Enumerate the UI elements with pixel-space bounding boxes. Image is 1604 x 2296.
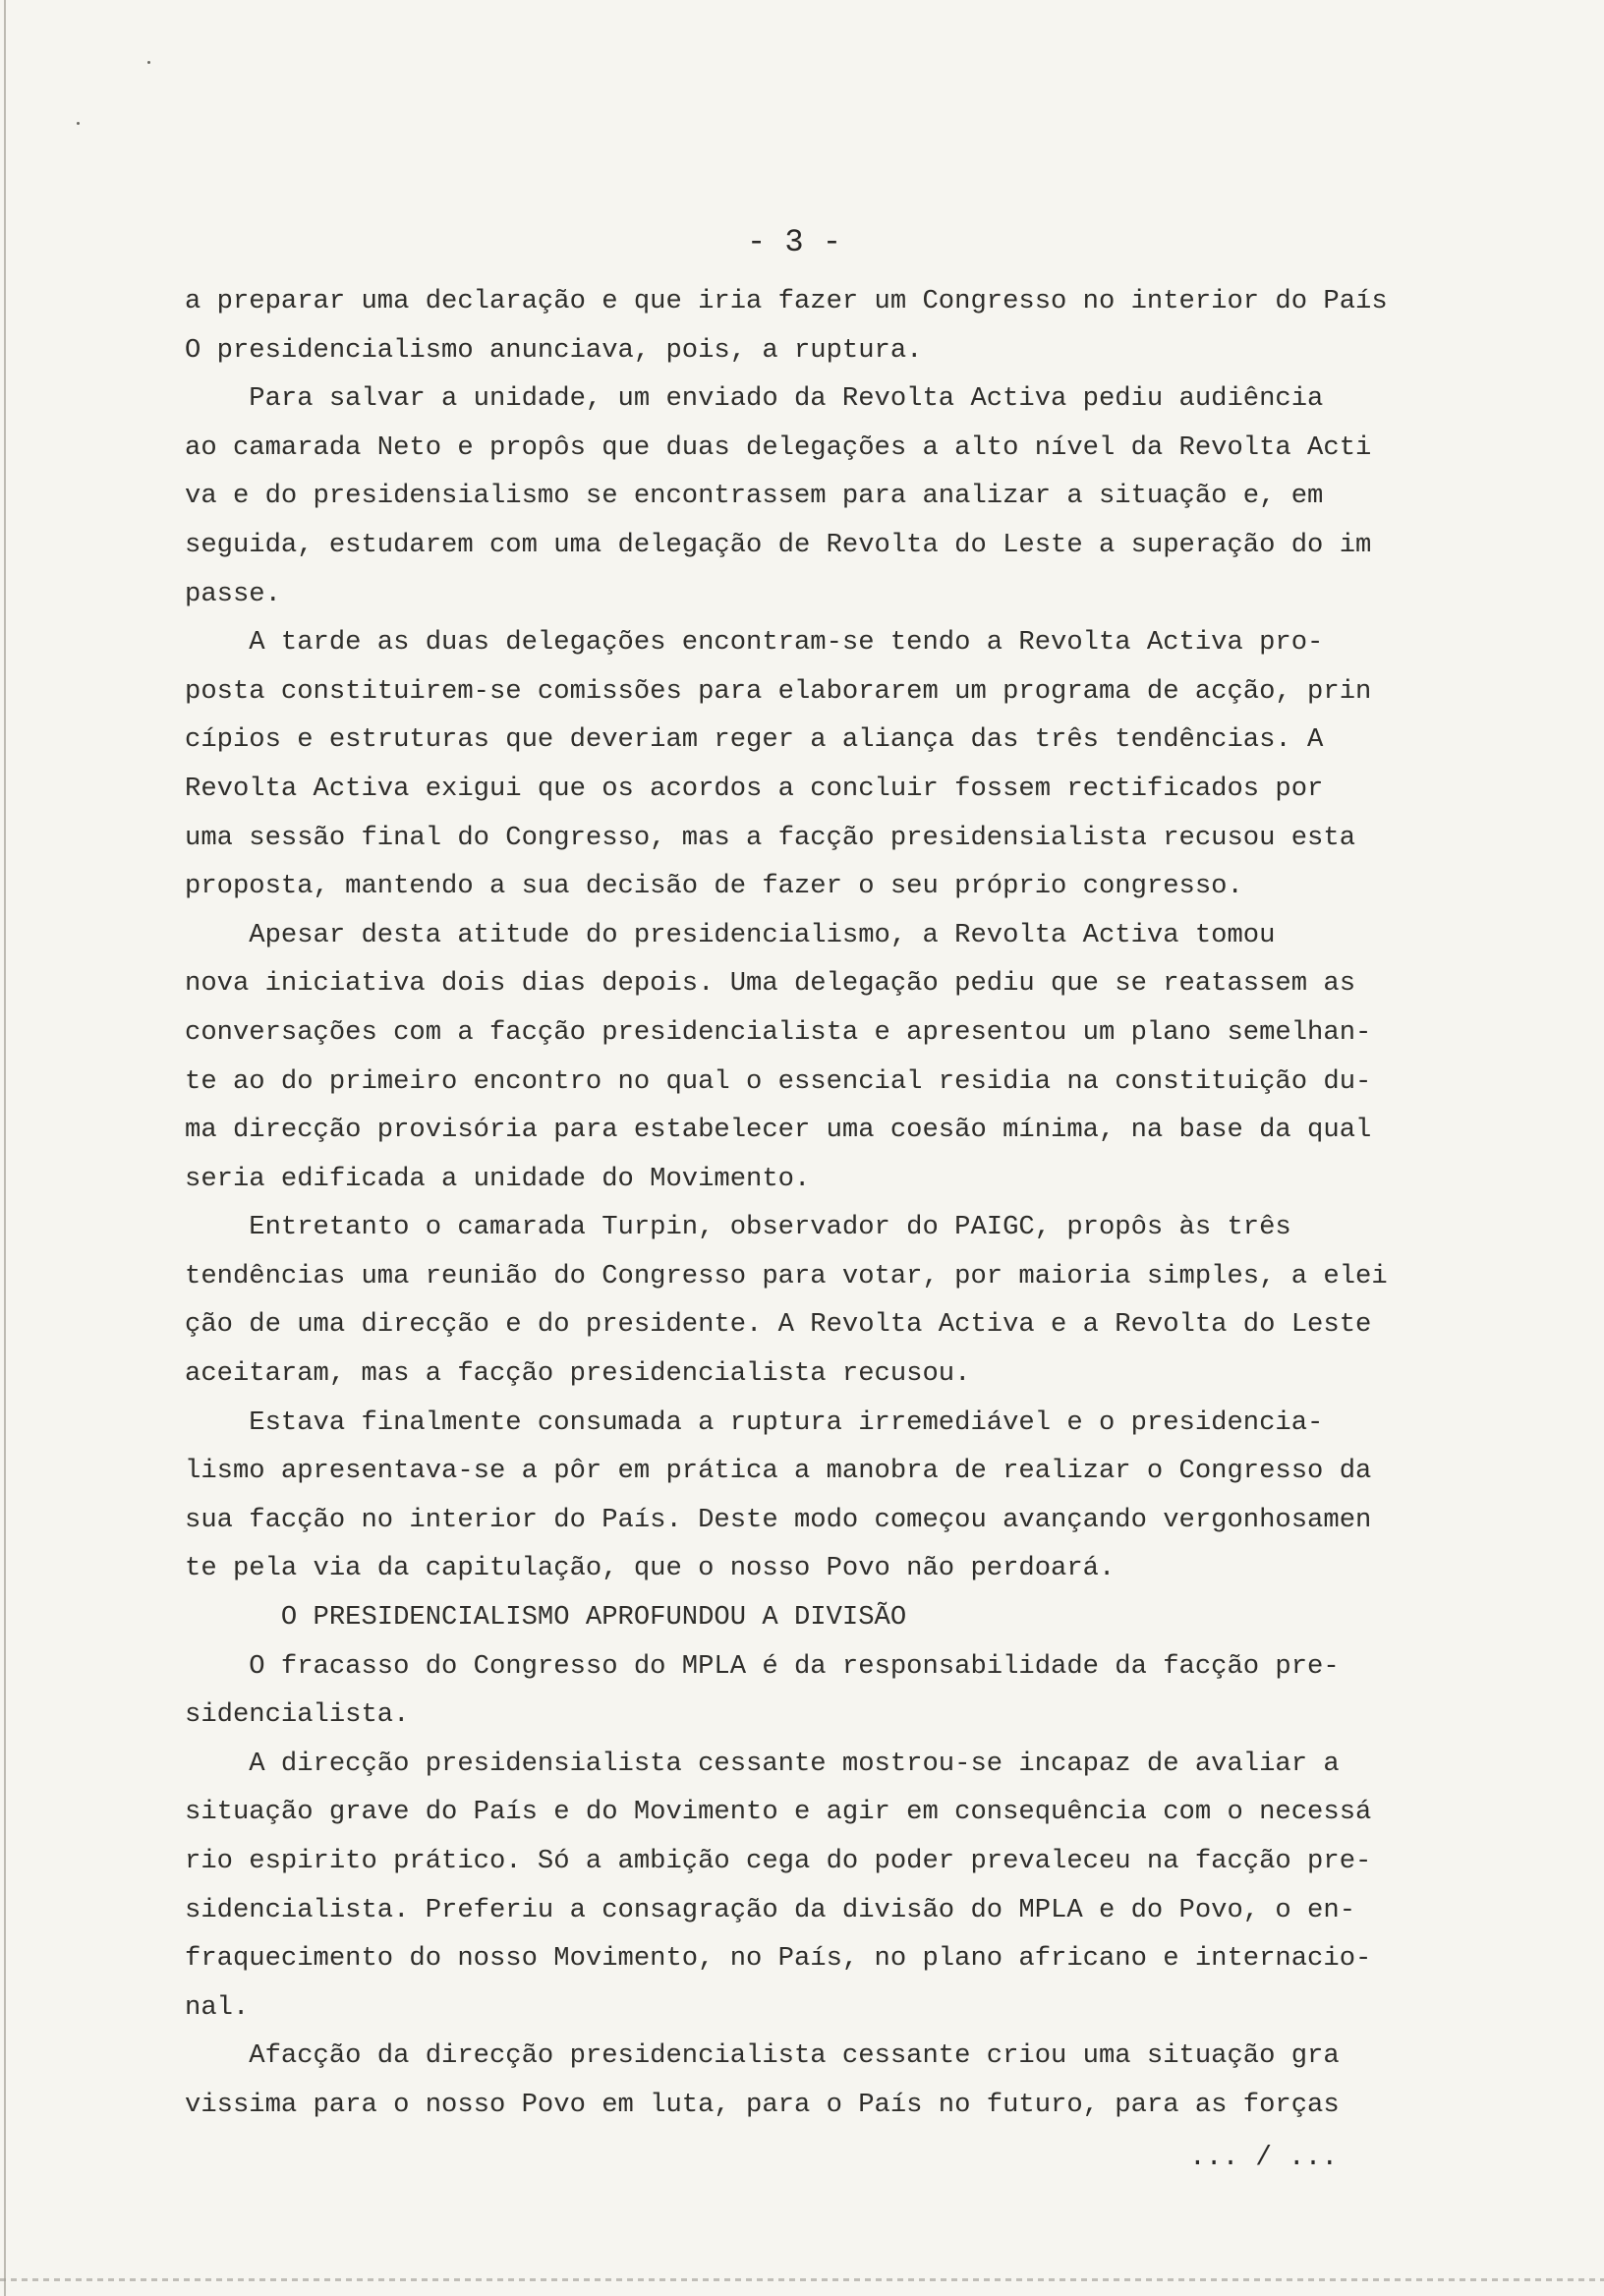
- body-text: [185, 277, 1521, 2130]
- page-number: - 3 -: [747, 224, 842, 260]
- text-line: rio espirito prático. Só a ambição cega do poder prevaleceu na facção pre-: [185, 1846, 1372, 1876]
- text-line: A tarde as duas delegações encontram-se tendo a Revolta Activa pro-: [185, 627, 1324, 659]
- scan-speck: [77, 122, 80, 125]
- text-line: uma sessão final do Congresso, mas a facção presidensialista recusou esta: [185, 822, 1356, 853]
- text-line: ao camarada Neto e propôs que duas delegações a alto nível da Revolta Acti: [185, 431, 1372, 463]
- text-line: sidencialista.: [185, 1699, 410, 1731]
- text-line: O fracasso do Congresso do MPLA é da responsabilidade da facção pre-: [185, 1650, 1340, 1682]
- text-line: te ao do primeiro encontro no qual o essencial residia na constituição du-: [185, 1065, 1372, 1097]
- text-line: aceitaram, mas a facção presidencialista recusou.: [185, 1358, 971, 1390]
- text-line: seguida, estudarem com uma delegação de Revolta do Leste a superação do im: [185, 529, 1372, 560]
- text-line: vissima para o nosso Povo em luta, para o País no futuro, para as forças: [185, 2089, 1340, 2120]
- text-line: va e do presidensialismo se encontrassem para analizar a situação e, em: [185, 481, 1324, 512]
- text-line: posta constituirem-se comissões para elaborarem um programa de acção, prin: [185, 675, 1372, 707]
- continuation-mark: ... / ...: [1189, 2143, 1339, 2173]
- text-line: proposta, mantendo a sua decisão de fazer o seu próprio congresso.: [185, 871, 1243, 902]
- section-heading: O PRESIDENCIALISMO APROFUNDOU A DIVISÃO: [185, 1602, 907, 1634]
- text-line: sidencialista. Preferiu a consagração da divisão do MPLA e do Povo, o en-: [185, 1894, 1356, 1925]
- text-line: fraquecimento do nosso Movimento, no País, no plano africano e internacio-: [185, 1943, 1372, 1975]
- text-line: lismo apresentava-se a pôr em prática a manobra de realizar o Congresso da: [185, 1456, 1372, 1487]
- scan-edge-left: [4, 0, 6, 2296]
- text-line: conversações com a facção presidencialista e apresentou um plano semelhan-: [185, 1016, 1372, 1048]
- text-line: O presidencialismo anunciava, pois, a ruptura.: [185, 334, 923, 366]
- text-line: nal.: [185, 1991, 250, 2023]
- text-line: te pela via da capitulação, que o nosso Povo não perdoará.: [185, 1553, 1116, 1584]
- text-line: ma direcção provisória para estabelecer uma coesão mínima, na base da qual: [185, 1115, 1372, 1146]
- text-line: passe.: [185, 578, 281, 609]
- text-line: nova iniciativa dois dias depois. Uma delegação pediu que se reatassem as: [185, 968, 1356, 1000]
- text-line: ção de uma direcção e do presidente. A Revolta Activa e a Revolta do Leste: [185, 1309, 1372, 1341]
- text-line: sua facção no interior do País. Deste modo começou avançando vergonhosamen: [185, 1504, 1372, 1535]
- text-line: a preparar uma declaração e que iria fazer um Congresso no interior do País: [185, 286, 1388, 316]
- text-line: cípios e estruturas que deveriam reger a aliança das três tendências. A: [185, 724, 1324, 756]
- text-line: Revolta Activa exigui que os acordos a concluir fossem rectificados por: [185, 773, 1324, 804]
- text-line: Afacção da direcção presidencialista cessante criou uma situação gra: [185, 2040, 1340, 2072]
- text-line: Estava finalmente consumada a ruptura irremediável e o presidencia-: [185, 1406, 1324, 1438]
- text-line: Apesar desta atitude do presidencialismo, a Revolta Activa tomou: [185, 919, 1276, 950]
- scan-edge-bottom: [0, 2278, 1604, 2281]
- text-line: tendências uma reunião do Congresso para votar, por maioria simples, a elei: [185, 1260, 1388, 1292]
- text-line: Entretanto o camarada Turpin, observador do PAIGC, propôs às três: [185, 1212, 1291, 1243]
- text-line: Para salvar a unidade, um enviado da Revolta Activa pediu audiência: [185, 383, 1324, 415]
- text-line: situação grave do País e do Movimento e agir em consequência com o necessá: [185, 1797, 1372, 1828]
- text-line: A direcção presidensialista cessante mostrou-se incapaz de avaliar a: [185, 1748, 1340, 1779]
- scan-speck: [147, 61, 150, 64]
- text-line: seria edificada a unidade do Movimento.: [185, 1163, 811, 1194]
